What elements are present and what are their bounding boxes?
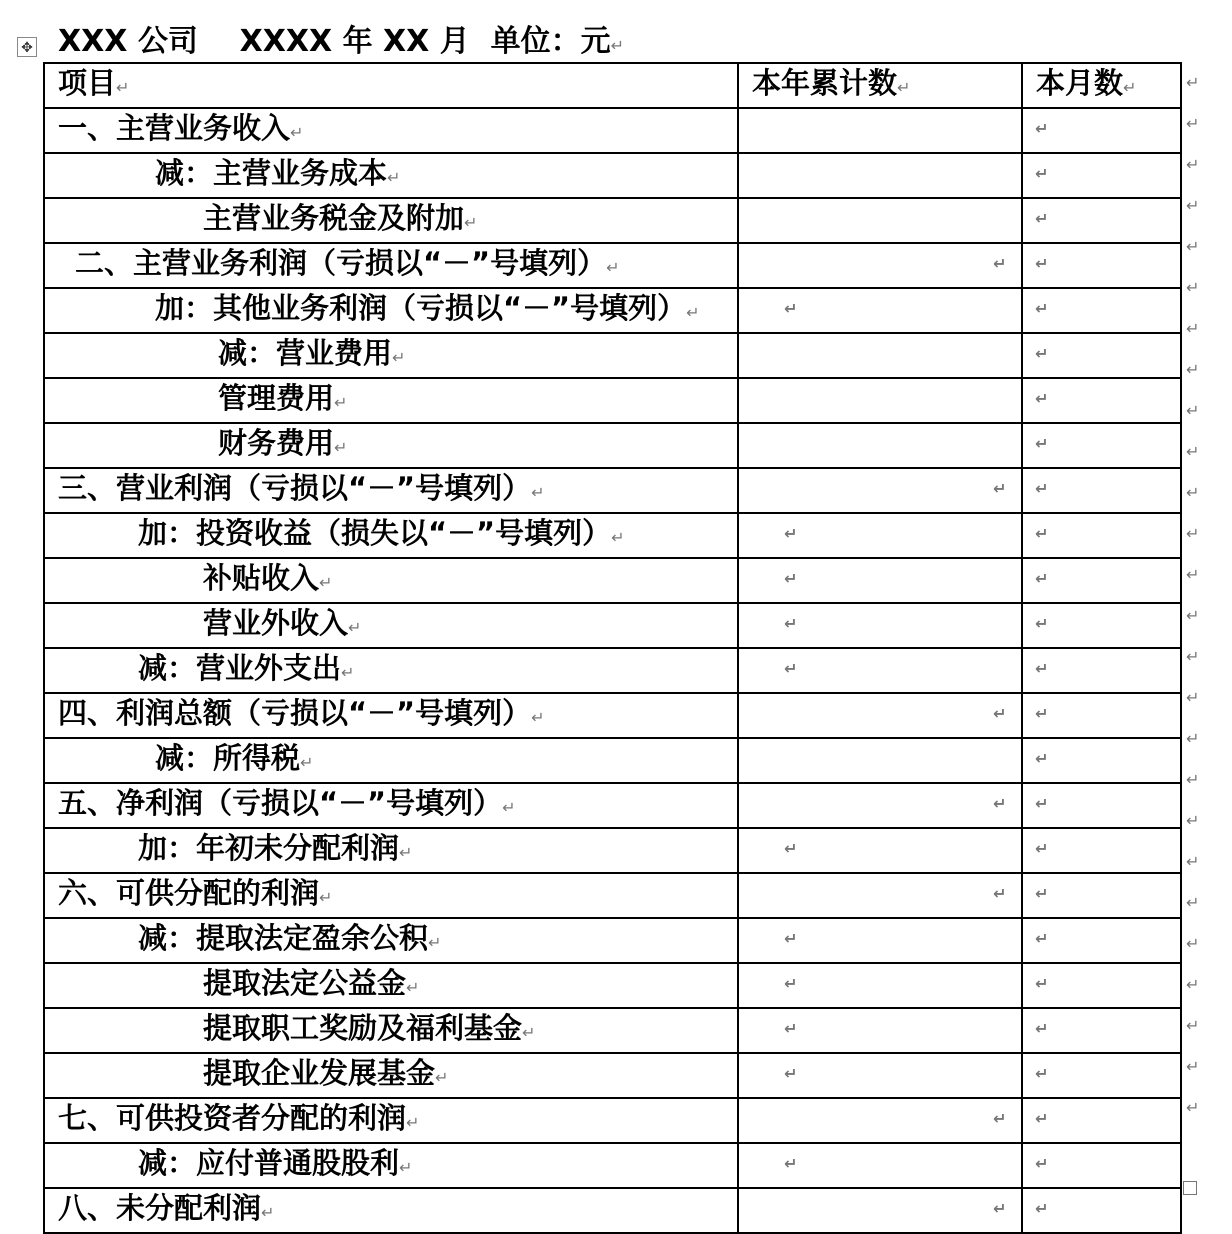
cell-mark: ↵ bbox=[1035, 434, 1049, 453]
row-end-mark: ↵ bbox=[1186, 237, 1200, 256]
cell-mark: ↵ bbox=[1035, 614, 1049, 633]
header-item[interactable] bbox=[44, 63, 738, 108]
cell-mark: ↵ bbox=[1035, 524, 1049, 543]
table-row bbox=[44, 558, 1181, 603]
row-end-mark: ↵ bbox=[1186, 688, 1200, 707]
table-row bbox=[44, 378, 1181, 423]
item-label: 减：应付普通股股利 bbox=[138, 1146, 400, 1180]
item-cell[interactable] bbox=[44, 738, 738, 783]
month-cell[interactable] bbox=[1022, 378, 1181, 423]
table-row bbox=[44, 1143, 1181, 1188]
cell-mark: ↵ bbox=[993, 254, 1007, 273]
cell-mark: ↵ bbox=[522, 1023, 536, 1042]
table-row bbox=[44, 1188, 1181, 1233]
table-row bbox=[44, 693, 1181, 738]
month-cell[interactable] bbox=[1022, 603, 1181, 648]
row-end-mark: ↵ bbox=[1186, 196, 1200, 215]
item-label: 加：其他业务利润（亏损以“－”号填列） bbox=[155, 291, 687, 325]
cell-mark: ↵ bbox=[1035, 929, 1049, 948]
item-cell[interactable] bbox=[44, 468, 738, 513]
row-end-mark: ↵ bbox=[1186, 647, 1200, 666]
row-end-mark: ↵ bbox=[1186, 1057, 1200, 1076]
item-cell[interactable] bbox=[44, 1098, 738, 1143]
ytd-cell[interactable] bbox=[738, 918, 1022, 963]
cell-mark: ↵ bbox=[993, 1199, 1007, 1218]
cell-mark: ↵ bbox=[993, 794, 1007, 813]
cell-mark: ↵ bbox=[1035, 974, 1049, 993]
row-end-mark: ↵ bbox=[1186, 524, 1200, 543]
month-cell[interactable] bbox=[1022, 1098, 1181, 1143]
cell-mark: ↵ bbox=[784, 839, 798, 858]
table-row bbox=[44, 963, 1181, 1008]
cell-mark: ↵ bbox=[1035, 299, 1049, 318]
cell-mark: ↵ bbox=[1035, 794, 1049, 813]
cell-mark: ↵ bbox=[387, 168, 401, 187]
row-end-mark: ↵ bbox=[1186, 975, 1200, 994]
cell-mark: ↵ bbox=[1035, 479, 1049, 498]
item-cell[interactable] bbox=[44, 1008, 738, 1053]
row-end-mark: ↵ bbox=[1186, 360, 1200, 379]
ytd-cell[interactable] bbox=[738, 468, 1022, 513]
cell-mark: ↵ bbox=[1035, 209, 1049, 228]
cell-mark: ↵ bbox=[993, 1109, 1007, 1128]
cell-mark: ↵ bbox=[502, 798, 516, 817]
row-end-mark: ↵ bbox=[1186, 852, 1200, 871]
item-label: 三、营业利润（亏损以“－”号填列） bbox=[58, 471, 532, 505]
month-cell[interactable] bbox=[1022, 828, 1181, 873]
header-month[interactable] bbox=[1022, 63, 1181, 108]
cell-mark: ↵ bbox=[348, 618, 362, 637]
document-title bbox=[58, 22, 624, 66]
cell-mark: ↵ bbox=[1035, 1019, 1049, 1038]
item-label: 七、可供投资者分配的利润 bbox=[58, 1101, 407, 1135]
cell-mark: ↵ bbox=[606, 258, 620, 277]
row-end-mark: ↵ bbox=[1186, 401, 1200, 420]
item-label: 减：营业费用 bbox=[218, 336, 393, 370]
item-label: 减：营业外支出 bbox=[138, 651, 342, 685]
cell-mark: ↵ bbox=[1035, 164, 1049, 183]
item-cell[interactable] bbox=[44, 153, 738, 198]
item-cell[interactable] bbox=[44, 108, 738, 153]
item-label: 一、主营业务收入 bbox=[58, 111, 291, 145]
item-label: 财务费用 bbox=[218, 426, 335, 460]
cell-mark: ↵ bbox=[290, 123, 304, 142]
item-label: 二、主营业务利润（亏损以“－”号填列） bbox=[75, 246, 607, 280]
item-label: 提取企业发展基金 bbox=[203, 1056, 436, 1090]
cell-mark: ↵ bbox=[334, 438, 348, 457]
item-cell[interactable] bbox=[44, 873, 738, 918]
cell-mark: ↵ bbox=[1035, 254, 1049, 273]
cell-mark: ↵ bbox=[531, 708, 545, 727]
cell-mark: ↵ bbox=[1035, 1064, 1049, 1083]
cell-mark: ↵ bbox=[784, 1019, 798, 1038]
month-cell[interactable] bbox=[1022, 108, 1181, 153]
month-cell[interactable] bbox=[1022, 783, 1181, 828]
table-row bbox=[44, 423, 1181, 468]
item-cell[interactable] bbox=[44, 693, 738, 738]
table-row bbox=[44, 873, 1181, 918]
table-row bbox=[44, 108, 1181, 153]
header-row bbox=[44, 63, 1181, 108]
title-text: XXX 公司 XXXX 年 XX 月 单位：元 bbox=[58, 24, 611, 59]
cell-mark: ↵ bbox=[334, 393, 348, 412]
item-label: 提取职工奖励及福利基金 bbox=[203, 1011, 523, 1045]
cell-mark: ↵ bbox=[392, 348, 406, 367]
item-cell[interactable] bbox=[44, 918, 738, 963]
table-move-handle-icon[interactable]: ✥ bbox=[17, 37, 37, 57]
cell-mark: ↵ bbox=[1035, 389, 1049, 408]
cell-mark: ↵ bbox=[1035, 749, 1049, 768]
item-cell[interactable] bbox=[44, 198, 738, 243]
cell-mark: ↵ bbox=[300, 753, 314, 772]
ytd-cell[interactable] bbox=[738, 1188, 1022, 1233]
cell-mark: ↵ bbox=[1035, 119, 1049, 138]
month-cell[interactable] bbox=[1022, 873, 1181, 918]
header-ytd[interactable] bbox=[738, 63, 1022, 108]
month-cell[interactable] bbox=[1022, 558, 1181, 603]
ytd-cell[interactable] bbox=[738, 243, 1022, 288]
month-cell[interactable] bbox=[1022, 198, 1181, 243]
row-end-mark: ↵ bbox=[1186, 155, 1200, 174]
ytd-cell[interactable] bbox=[738, 378, 1022, 423]
cell-mark: ↵ bbox=[399, 843, 413, 862]
income-statement-table bbox=[43, 62, 1182, 1234]
cell-mark: ↵ bbox=[1123, 78, 1137, 97]
month-cell[interactable] bbox=[1022, 423, 1181, 468]
item-cell[interactable] bbox=[44, 558, 738, 603]
cell-mark: ↵ bbox=[784, 659, 798, 678]
month-cell[interactable] bbox=[1022, 963, 1181, 1008]
ytd-cell[interactable] bbox=[738, 288, 1022, 333]
row-end-mark: ↵ bbox=[1186, 934, 1200, 953]
item-label: 减：提取法定盈余公积 bbox=[138, 921, 429, 955]
cell-mark: ↵ bbox=[784, 1154, 798, 1173]
header-label: 本月数 bbox=[1036, 66, 1124, 100]
ytd-cell[interactable] bbox=[738, 1008, 1022, 1053]
month-cell[interactable] bbox=[1022, 1188, 1181, 1233]
item-label: 减：所得税 bbox=[155, 741, 301, 775]
month-cell[interactable] bbox=[1022, 1008, 1181, 1053]
cell-mark: ↵ bbox=[261, 1203, 275, 1222]
cell-mark: ↵ bbox=[319, 573, 333, 592]
cell-mark: ↵ bbox=[784, 299, 798, 318]
cell-mark: ↵ bbox=[897, 78, 911, 97]
row-end-mark: ↵ bbox=[1186, 606, 1200, 625]
item-cell[interactable] bbox=[44, 828, 738, 873]
item-label: 八、未分配利润 bbox=[58, 1191, 262, 1225]
item-cell[interactable] bbox=[44, 288, 738, 333]
cell-mark: ↵ bbox=[993, 704, 1007, 723]
row-end-mark: ↵ bbox=[1186, 442, 1200, 461]
header-label: 本年累计数 bbox=[752, 66, 898, 100]
row-end-mark: ↵ bbox=[1186, 114, 1200, 133]
month-cell[interactable] bbox=[1022, 153, 1181, 198]
item-label: 减：主营业务成本 bbox=[155, 156, 388, 190]
row-end-mark: ↵ bbox=[1186, 729, 1200, 748]
cell-mark: ↵ bbox=[1035, 884, 1049, 903]
month-cell[interactable] bbox=[1022, 288, 1181, 333]
item-cell[interactable] bbox=[44, 1143, 738, 1188]
row-end-mark: ↵ bbox=[1186, 278, 1200, 297]
table-row bbox=[44, 603, 1181, 648]
month-cell[interactable] bbox=[1022, 333, 1181, 378]
table-row bbox=[44, 513, 1181, 558]
cell-mark: ↵ bbox=[1035, 1199, 1049, 1218]
month-cell[interactable] bbox=[1022, 738, 1181, 783]
cell-mark: ↵ bbox=[531, 483, 545, 502]
ytd-cell[interactable] bbox=[738, 738, 1022, 783]
ytd-cell[interactable] bbox=[738, 333, 1022, 378]
table-row bbox=[44, 783, 1181, 828]
row-end-mark: ↵ bbox=[1186, 565, 1200, 584]
cell-mark: ↵ bbox=[784, 614, 798, 633]
table-row bbox=[44, 1098, 1181, 1143]
ytd-cell[interactable] bbox=[738, 648, 1022, 693]
month-cell[interactable] bbox=[1022, 1143, 1181, 1188]
item-label: 五、净利润（亏损以“－”号填列） bbox=[58, 786, 503, 820]
cell-mark: ↵ bbox=[1035, 569, 1049, 588]
cell-mark: ↵ bbox=[784, 1064, 798, 1083]
ytd-cell[interactable] bbox=[738, 153, 1022, 198]
table-row bbox=[44, 918, 1181, 963]
item-label: 补贴收入 bbox=[203, 561, 320, 595]
item-cell[interactable] bbox=[44, 783, 738, 828]
month-cell[interactable] bbox=[1022, 513, 1181, 558]
item-cell[interactable] bbox=[44, 423, 738, 468]
month-cell[interactable] bbox=[1022, 648, 1181, 693]
ytd-cell[interactable] bbox=[738, 198, 1022, 243]
ytd-cell[interactable] bbox=[738, 513, 1022, 558]
item-label: 加：投资收益（损失以“－”号填列） bbox=[138, 516, 612, 550]
ytd-cell[interactable] bbox=[738, 603, 1022, 648]
ytd-cell[interactable] bbox=[738, 963, 1022, 1008]
row-end-mark: ↵ bbox=[1186, 1098, 1200, 1117]
cell-mark: ↵ bbox=[784, 974, 798, 993]
row-end-mark: ↵ bbox=[1186, 893, 1200, 912]
item-label: 管理费用 bbox=[218, 381, 335, 415]
ytd-cell[interactable] bbox=[738, 1053, 1022, 1098]
cell-mark: ↵ bbox=[1035, 704, 1049, 723]
item-label: 四、利润总额（亏损以“－”号填列） bbox=[58, 696, 532, 730]
item-cell[interactable] bbox=[44, 243, 738, 288]
row-end-mark: ↵ bbox=[1186, 483, 1200, 502]
cell-mark: ↵ bbox=[784, 569, 798, 588]
table-row bbox=[44, 648, 1181, 693]
table-row bbox=[44, 243, 1181, 288]
item-cell[interactable] bbox=[44, 963, 738, 1008]
item-cell[interactable] bbox=[44, 333, 738, 378]
item-cell[interactable] bbox=[44, 1053, 738, 1098]
item-label: 营业外收入 bbox=[203, 606, 349, 640]
item-label: 主营业务税金及附加 bbox=[203, 201, 465, 235]
cell-mark: ↵ bbox=[1035, 659, 1049, 678]
cell-mark: ↵ bbox=[116, 78, 130, 97]
row-end-mark: ↵ bbox=[1186, 319, 1200, 338]
item-label: 六、可供分配的利润 bbox=[58, 876, 320, 910]
cell-mark: ↵ bbox=[464, 213, 478, 232]
table-row bbox=[44, 153, 1181, 198]
item-label: 提取法定公益金 bbox=[203, 966, 407, 1000]
ytd-cell[interactable] bbox=[738, 108, 1022, 153]
cell-mark: ↵ bbox=[319, 888, 333, 907]
item-cell[interactable] bbox=[44, 603, 738, 648]
item-cell[interactable] bbox=[44, 1188, 738, 1233]
row-end-mark: ↵ bbox=[1186, 770, 1200, 789]
ytd-cell[interactable] bbox=[738, 423, 1022, 468]
cell-mark: ↵ bbox=[1035, 1109, 1049, 1128]
table-row bbox=[44, 1008, 1181, 1053]
table-row bbox=[44, 738, 1181, 783]
table-row bbox=[44, 1053, 1181, 1098]
ytd-cell[interactable] bbox=[738, 1098, 1022, 1143]
ytd-cell[interactable] bbox=[738, 828, 1022, 873]
cell-mark: ↵ bbox=[428, 933, 442, 952]
table-row bbox=[44, 333, 1181, 378]
month-cell[interactable] bbox=[1022, 693, 1181, 738]
table-row bbox=[44, 198, 1181, 243]
cell-mark: ↵ bbox=[435, 1068, 449, 1087]
table-row bbox=[44, 468, 1181, 513]
cell-mark: ↵ bbox=[406, 1113, 420, 1132]
cell-mark: ↵ bbox=[406, 978, 420, 997]
ytd-cell[interactable] bbox=[738, 1143, 1022, 1188]
item-label: 加：年初未分配利润 bbox=[138, 831, 400, 865]
cell-mark: ↵ bbox=[399, 1158, 413, 1177]
ytd-cell[interactable] bbox=[738, 873, 1022, 918]
cell-mark: ↵ bbox=[341, 663, 355, 682]
cell-mark: ↵ bbox=[1035, 1154, 1049, 1173]
row-end-mark: ↵ bbox=[1186, 73, 1200, 92]
cell-mark: ↵ bbox=[686, 303, 700, 322]
month-cell[interactable] bbox=[1022, 243, 1181, 288]
header-label: 项目 bbox=[58, 66, 117, 100]
cell-mark: ↵ bbox=[1035, 344, 1049, 363]
cell-mark: ↵ bbox=[611, 528, 625, 547]
table-row bbox=[44, 288, 1181, 333]
cell-mark: ↵ bbox=[993, 884, 1007, 903]
item-cell[interactable] bbox=[44, 513, 738, 558]
month-cell[interactable] bbox=[1022, 918, 1181, 963]
ytd-cell[interactable] bbox=[738, 558, 1022, 603]
cell-mark: ↵ bbox=[1035, 839, 1049, 858]
cell-mark: ↵ bbox=[993, 479, 1007, 498]
paragraph-mark: ↵ bbox=[610, 36, 625, 55]
cell-mark: ↵ bbox=[784, 929, 798, 948]
item-cell[interactable] bbox=[44, 648, 738, 693]
cell-mark: ↵ bbox=[784, 524, 798, 543]
ytd-cell[interactable] bbox=[738, 783, 1022, 828]
row-end-mark: ↵ bbox=[1186, 1016, 1200, 1035]
row-end-mark: ↵ bbox=[1186, 811, 1200, 830]
item-cell[interactable] bbox=[44, 378, 738, 423]
table-resize-handle[interactable] bbox=[1183, 1181, 1197, 1195]
month-cell[interactable] bbox=[1022, 468, 1181, 513]
month-cell[interactable] bbox=[1022, 1053, 1181, 1098]
table-row bbox=[44, 828, 1181, 873]
ytd-cell[interactable] bbox=[738, 693, 1022, 738]
